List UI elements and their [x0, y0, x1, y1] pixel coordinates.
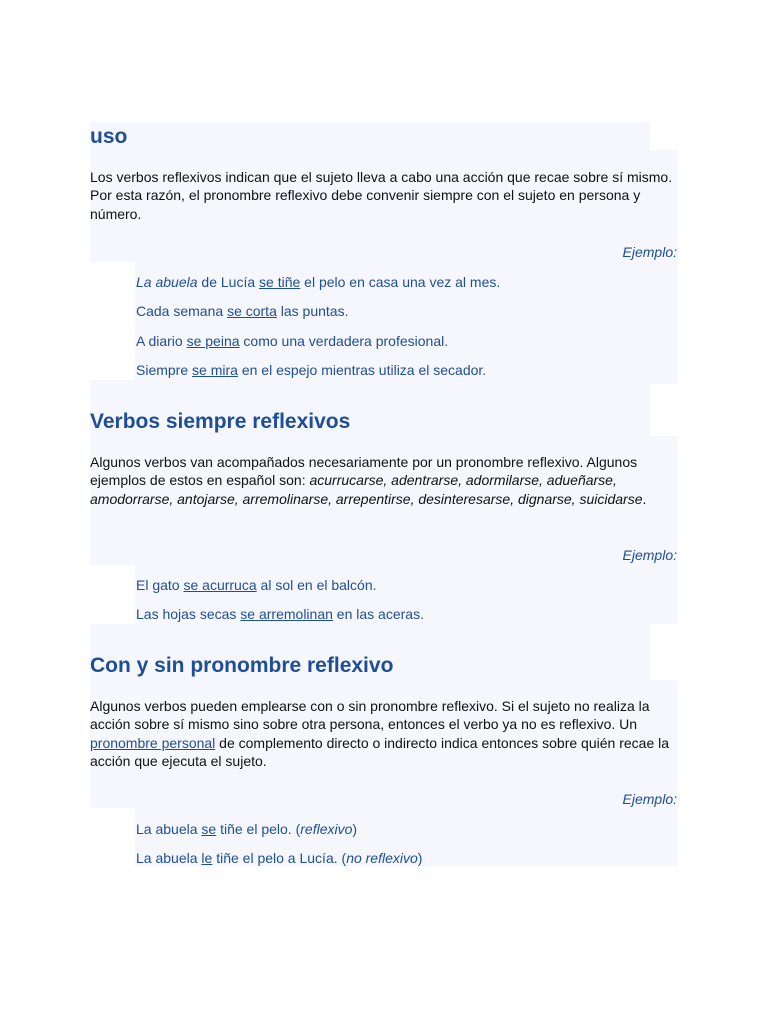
- example-line: La abuela se tiñe el pelo. (reflexivo): [136, 821, 358, 837]
- indent-notch: [90, 565, 135, 624]
- example-line: Siempre se mira en el espejo mientras utiliza el secador.: [136, 362, 487, 378]
- example-line: Las hojas secas se arremolinan en las aceras.: [136, 606, 424, 622]
- section-heading-verbos-siempre-reflexivos: Verbos siempre reflexivos: [90, 410, 351, 433]
- section3-paragraph: Algunos verbos pueden emplearse con o sin pronombre reflexivo. Si el sujeto no realiza la acción sobre sí mismo sino sobre otra persona, entonces el verbo ya no es reflexivo. Un pronombre personal de complemento directo o indirecto indica entonces sobre quién recae la acción que ejecuta el sujeto.: [90, 698, 670, 769]
- example-line: La abuela de Lucía se tiñe el pelo en casa una vez al mes.: [136, 274, 501, 290]
- ejemplo-label: Ejemplo:: [622, 791, 677, 807]
- example-line: A diario se peina como una verdadera profesional.: [136, 333, 449, 349]
- example-line: Cada semana se corta las puntas.: [136, 303, 349, 319]
- ejemplo-label: Ejemplo:: [622, 244, 677, 260]
- indent-notch: [90, 808, 135, 866]
- section2-paragraph: Algunos verbos van acompañados necesariamente por un pronombre reflexivo. Algunos ejemplos de estos en español son: acurrucarse, adentrarse, adormilarse, adueñarse, amodorrarse, antojarse, arremolinarse, arrepentirse, desinteresarse, dignarse, suicidarse.: [90, 454, 647, 507]
- ejemplo-label: Ejemplo:: [622, 547, 677, 563]
- pronombre-personal-link[interactable]: pronombre personal: [90, 734, 216, 751]
- example-line: La abuela le tiñe el pelo a Lucía. (no reflexivo): [136, 850, 423, 866]
- example-line: El gato se acurruca al sol en el balcón.: [136, 577, 377, 593]
- section1-paragraph: Los verbos reflexivos indican que el sujeto lleva a cabo una acción que recae sobre sí mismo. Por esta razón, el pronombre reflexivo debe convenir siempre con el sujeto en persona y número.: [90, 169, 673, 222]
- section-heading-con-y-sin-pronombre: Con y sin pronombre reflexivo: [90, 654, 394, 677]
- section-heading-uso: uso: [90, 125, 128, 148]
- indent-notch: [90, 262, 135, 380]
- section1-heading-bg: [90, 122, 650, 150]
